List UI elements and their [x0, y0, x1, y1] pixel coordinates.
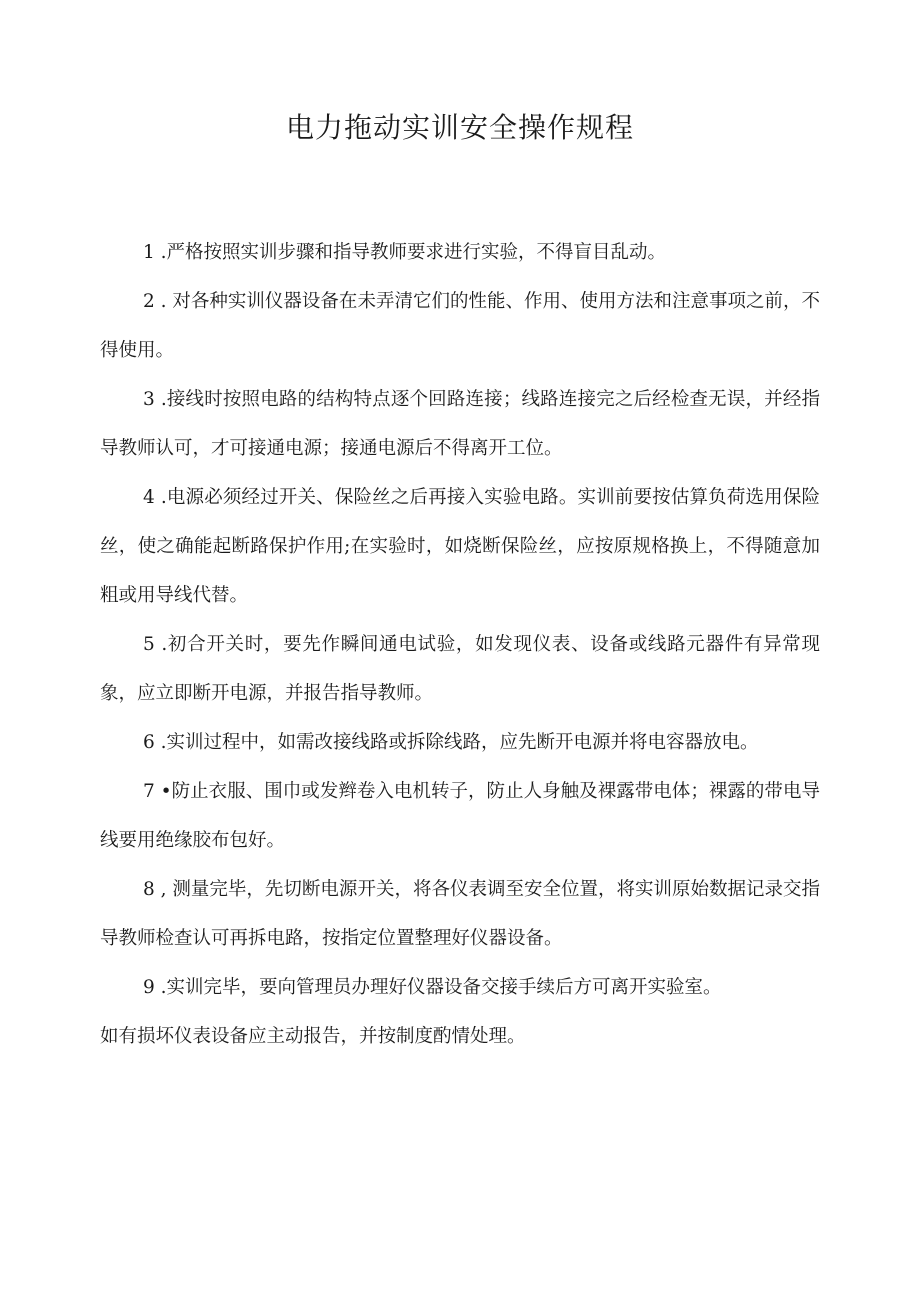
rule-item-1: 1 .严格按照实训步骤和指导教师要求进行实验，不得盲目乱动。 [143, 242, 667, 263]
rules-body [100, 228, 820, 1061]
rule-item-9: 9 .实训完毕，要向管理员办理好仪器设备交接手续后方可离开实验室。 [143, 977, 722, 998]
rule-item-6: 6 .实训过程中，如需改接线路或拆除线路，应先断开电源并将电容器放电。 [143, 732, 759, 753]
rule-item-4: 4 .电源必须经过开关、保险丝之后再接入实验电路。实训前要按估算负荷选用保险丝，使之确能起断路保护作用;在实验时，如烧断保险丝，应按原规格换上，不得随意加粗或用导线代替。 [100, 487, 820, 606]
rule-item-3: 3 .接线时按照电路的结构特点逐个回路连接；线路连接完之后经检查无误，并经指导教师认可，才可接通电源；接通电源后不得离开工位。 [100, 389, 820, 459]
document-title: 电力拖动实训安全操作规程 [285, 111, 634, 144]
rule-item-8: 8 , 测量完毕，先切断电源开关，将各仪表调至安全位置，将实训原始数据记录交指导教师检查认可再拆电路，按指定位置整理好仪器设备。 [100, 879, 820, 949]
rule-item-7: 7 •防止衣服、围巾或发辫卷入电机转子，防止人身触及裸露带电体；裸露的带电导线要用绝缘胶布包好。 [100, 781, 820, 851]
rule-item-5: 5 .初合开关时，要先作瞬间通电试验，如发现仪表、设备或线路元器件有异常现象，应立即断开电源，并报告指导教师。 [100, 634, 820, 704]
closing-note: 如有损坏仪表设备应主动报告，并按制度酌情处理。 [100, 1026, 526, 1047]
rule-item-2: 2 . 对各种实训仪器设备在未弄清它们的性能、作用、使用方法和注意事项之前，不得使用。 [100, 291, 820, 361]
